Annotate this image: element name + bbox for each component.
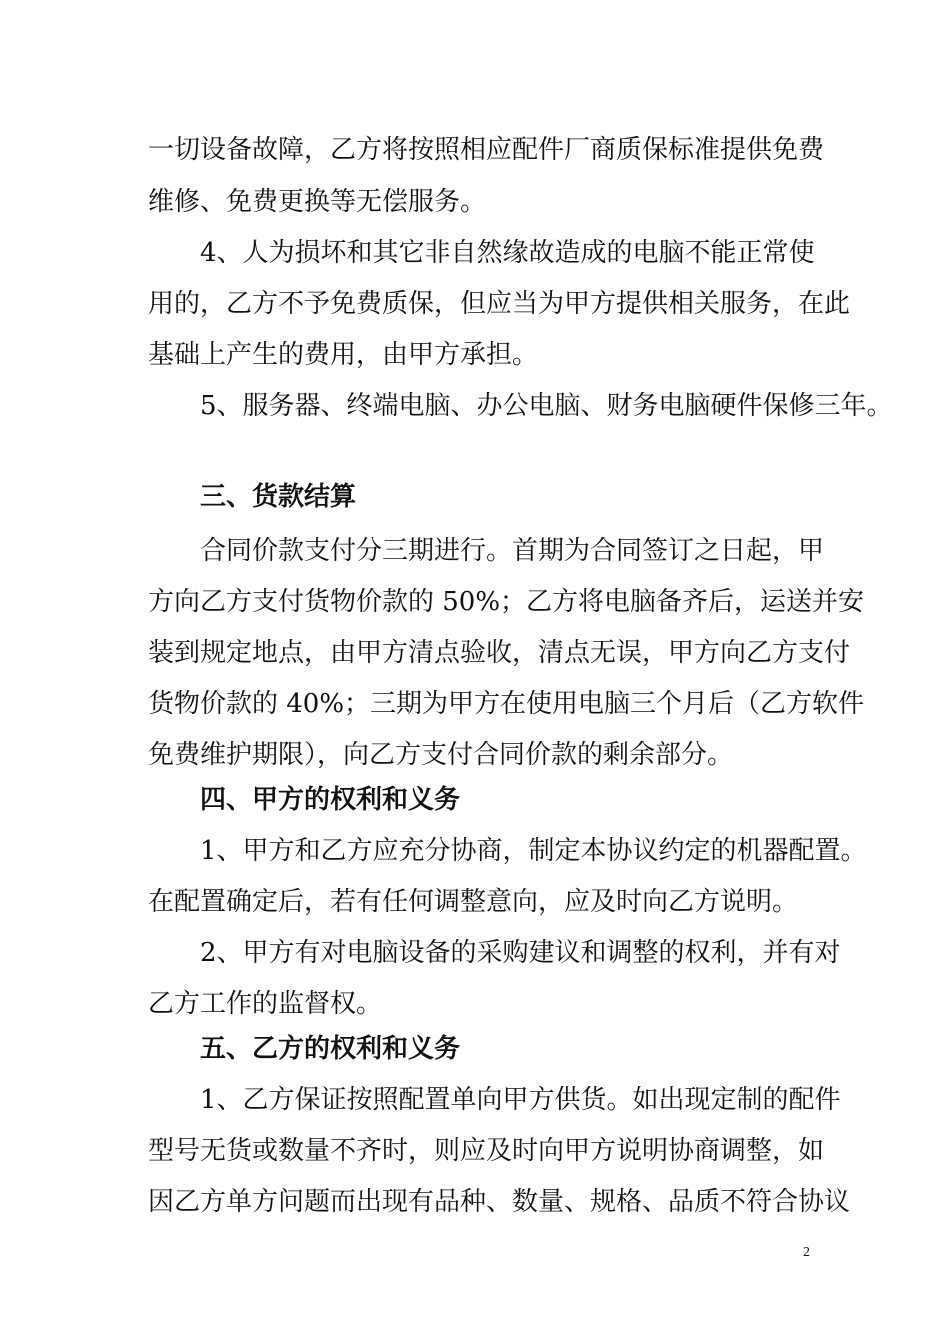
section-heading: 四、甲方的权利和义务	[200, 785, 461, 815]
paragraph-line: 1、甲方和乙方应充分协商，制定本协议约定的机器配置。	[200, 836, 867, 866]
paragraph-line: 方向乙方支付货物价款的 50%；乙方将电脑备齐后，运送并安	[148, 587, 865, 617]
paragraph-line: 型号无货或数量不齐时，则应及时向甲方说明协商调整，如	[148, 1136, 825, 1166]
paragraph-line: 乙方工作的监督权。	[148, 989, 383, 1019]
paragraph-line: 合同价款支付分三期进行。首期为合同签订之日起，甲	[200, 536, 825, 566]
paragraph-line: 1、乙方保证按照配置单向甲方供货。如出现定制的配件	[200, 1085, 841, 1115]
paragraph-line: 免费维护期限），向乙方支付合同价款的剩余部分。	[148, 740, 734, 770]
paragraph-line: 2、甲方有对电脑设备的采购建议和调整的权利，并有对	[200, 938, 841, 968]
page-number: 2	[803, 1245, 810, 1260]
paragraph-line: 维修、免费更换等无偿服务。	[148, 187, 487, 217]
paragraph-line: 5、服务器、终端电脑、办公电脑、财务电脑硬件保修三年。	[200, 391, 893, 421]
paragraph-line: 基础上产生的费用，由甲方承担。	[148, 340, 539, 370]
paragraph-line: 货物价款的 40%；三期为甲方在使用电脑三个月后（乙方软件	[148, 689, 865, 719]
paragraph-line: 用的，乙方不予免费质保，但应当为甲方提供相关服务，在此	[148, 289, 851, 319]
paragraph-line: 装到规定地点，由甲方清点验收，清点无误，甲方向乙方支付	[148, 638, 851, 668]
section-heading: 三、货款结算	[200, 482, 357, 512]
paragraph-line: 因乙方单方问题而出现有品种、数量、规格、品质不符合协议	[148, 1187, 851, 1217]
paragraph-line: 在配置确定后，若有任何调整意向，应及时向乙方说明。	[148, 887, 799, 917]
paragraph-line: 一切设备故障，乙方将按照相应配件厂商质保标准提供免费	[148, 135, 825, 165]
section-heading: 五、乙方的权利和义务	[200, 1034, 461, 1064]
paragraph-line: 4、人为损坏和其它非自然缘故造成的电脑不能正常使	[200, 238, 815, 268]
